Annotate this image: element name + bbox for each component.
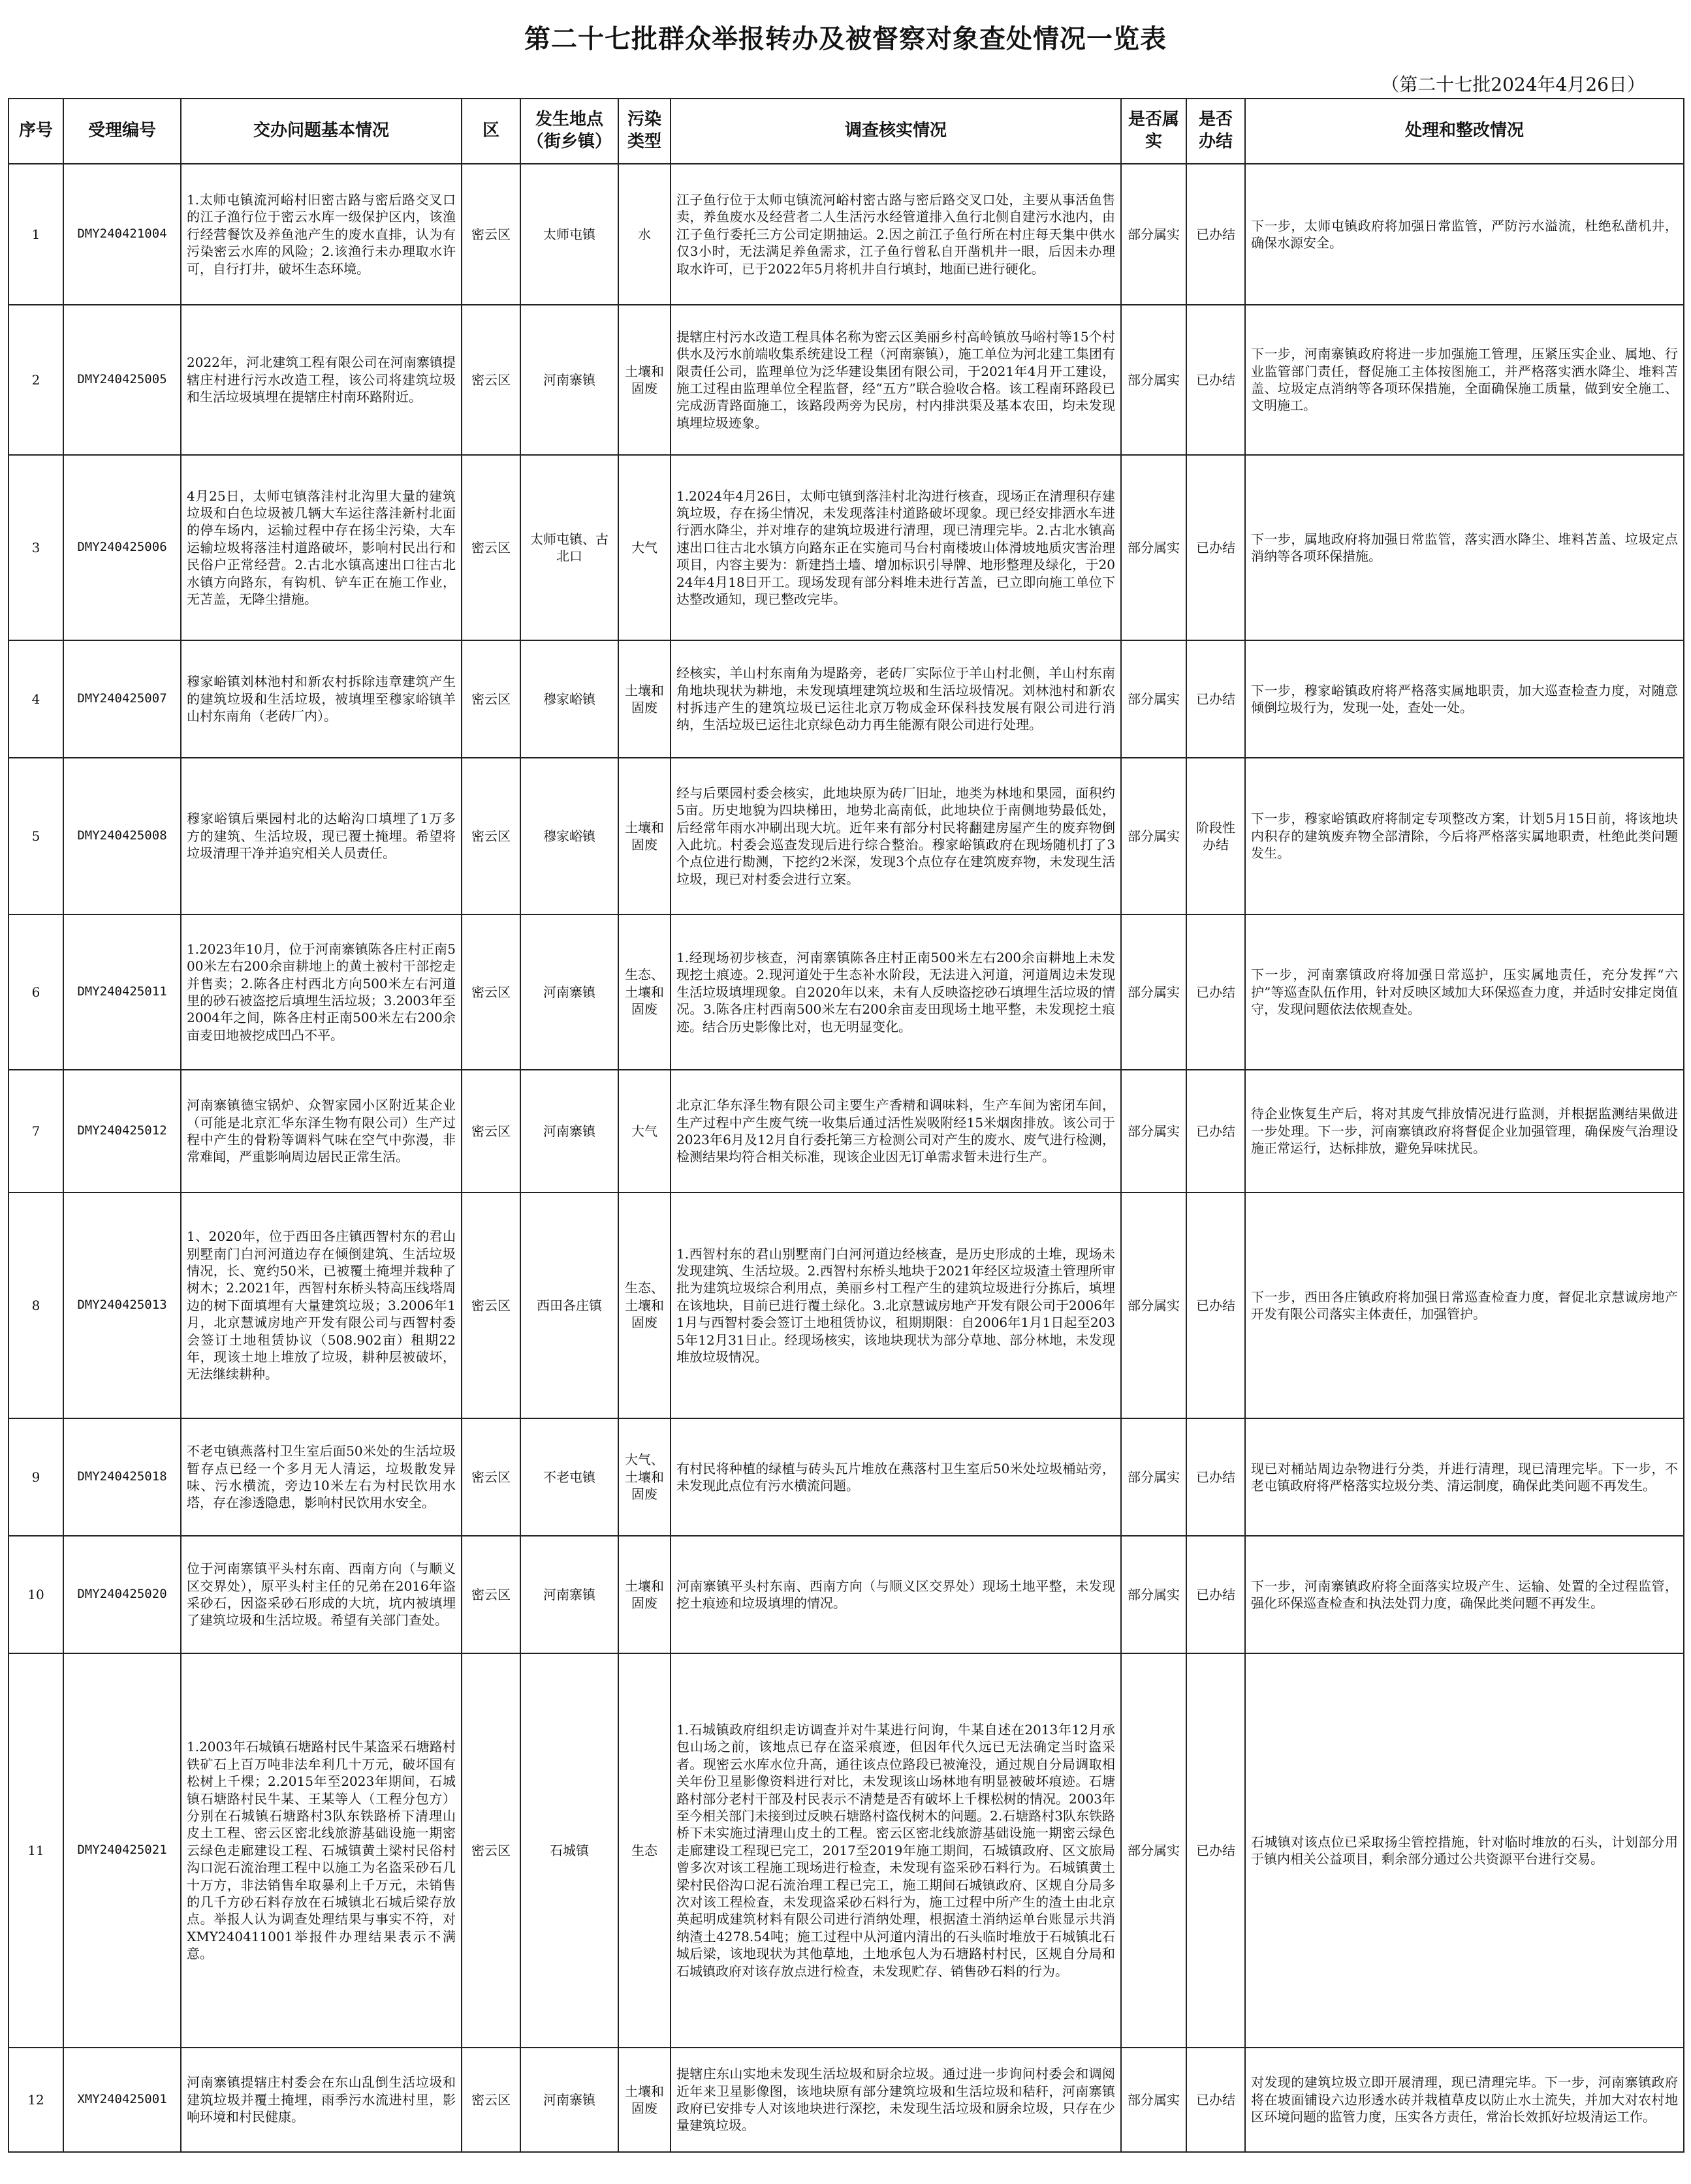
table-row bbox=[8, 1536, 1684, 1653]
cell-id: DMY240425012 bbox=[63, 1070, 181, 1193]
cell-district: 密云区 bbox=[462, 305, 520, 455]
cell-completed: 已办结 bbox=[1186, 914, 1245, 1070]
cell-problem: 1、2020年，位于西田各庄镇西智村东的君山别墅南门白河河道边存在倾倒建筑、生活垃圾情况，长、宽约50米，已被覆土掩埋并栽种了树木；2.2021年，西智村东桥头特高压线塔周边的树下面填埋有大量建筑垃圾；3.2006年1月，北京慧诚房地产开发有限公司与西智村委会签订土地租赁协议（508.902亩）租期22年，现该土地上堆放了垃圾，耕种层被破坏，无法继续耕种。 bbox=[181, 1193, 462, 1418]
header-completed: 是否办结 bbox=[1186, 99, 1245, 164]
table-row bbox=[8, 1070, 1684, 1193]
table-header bbox=[8, 99, 1684, 164]
cell-problem: 不老屯镇燕落村卫生室后面50米处的生活垃圾暂存点已经一个多月无人清运，垃圾散发异味、污水横流，旁边10米左右为村民饮用水塔，存在渗透隐患，影响村民饮用水安全。 bbox=[181, 1418, 462, 1536]
cell-handling: 对发现的建筑垃圾立即开展清理，现已清理完毕。下一步，河南寨镇政府将在坡面铺设六边形透水砖并栽植草皮以防止水土流失，并加大对农村地区环境问题的监管力度，压实各方责任，常治长效抓好垃圾清运工作。 bbox=[1245, 2048, 1684, 2152]
cell-completed: 已办结 bbox=[1186, 164, 1245, 305]
cell-verified: 部分属实 bbox=[1121, 455, 1186, 640]
table-row bbox=[8, 640, 1684, 758]
cell-id: DMY240425011 bbox=[63, 914, 181, 1070]
header-pollution: 污染类型 bbox=[618, 99, 671, 164]
cell-investigation: 提辖庄东山实地未发现生活垃圾和厨余垃圾。通过进一步询问村委会和调阅近年来卫星影像图，该地块原有部分建筑垃圾和生活垃圾和秸秆，河南寨镇政府已安排专人对该地块进行深挖，未发现生活垃圾和厨余垃圾，只存在少量建筑垃圾。 bbox=[671, 2048, 1121, 2152]
cell-handling: 下一步，西田各庄镇政府将加强日常巡查检查力度，督促北京慧诚房地产开发有限公司落实主体责任，加强管护。 bbox=[1245, 1193, 1684, 1418]
cell-investigation: 北京汇华东泽生物有限公司主要生产香精和调味料，生产车间为密闭车间，生产过程中产生废气统一收集后通过活性炭吸附经15米烟囱排放。该公司于2023年6月及12月自行委托第三方检测公司对产生的废水、废气进行检测，检测结果均符合相关标准，现该企业因无订单需求暂未进行生产。 bbox=[671, 1070, 1121, 1193]
cell-verified: 部分属实 bbox=[1121, 640, 1186, 758]
cell-completed: 已办结 bbox=[1186, 1418, 1245, 1536]
cell-no: 2 bbox=[8, 305, 63, 455]
cell-id: DMY240425006 bbox=[63, 455, 181, 640]
header-problem: 交办问题基本情况 bbox=[181, 99, 462, 164]
header-no: 序号 bbox=[8, 99, 63, 164]
cell-pollution: 土壤和固废 bbox=[618, 640, 671, 758]
cell-no: 12 bbox=[8, 2048, 63, 2152]
cell-handling: 下一步，穆家峪镇政府将严格落实属地职责，加大巡查检查力度，对随意倾倒垃圾行为，发现一处，查处一处。 bbox=[1245, 640, 1684, 758]
cell-pollution: 土壤和固废 bbox=[618, 2048, 671, 2152]
cell-district: 密云区 bbox=[462, 640, 520, 758]
cell-district: 密云区 bbox=[462, 758, 520, 914]
cell-handling: 待企业恢复生产后，将对其废气排放情况进行监测，并根据监测结果做进一步处理。下一步，河南寨镇政府将督促企业加强管理，确保废气治理设施正常运行，达标排放，避免异味扰民。 bbox=[1245, 1070, 1684, 1193]
cell-no: 5 bbox=[8, 758, 63, 914]
cell-completed: 已办结 bbox=[1186, 640, 1245, 758]
cell-pollution: 生态、土壤和固废 bbox=[618, 1193, 671, 1418]
cell-problem: 2022年，河北建筑工程有限公司在河南寨镇提辖庄村进行污水改造工程，该公司将建筑垃圾和生活垃圾填埋在提辖庄村南环路附近。 bbox=[181, 305, 462, 455]
header-investigation: 调查核实情况 bbox=[671, 99, 1121, 164]
cell-district: 密云区 bbox=[462, 2048, 520, 2152]
cell-no: 3 bbox=[8, 455, 63, 640]
cell-completed: 已办结 bbox=[1186, 305, 1245, 455]
cell-location: 河南寨镇 bbox=[520, 1536, 618, 1653]
report-table bbox=[8, 98, 1684, 2153]
cell-id: DMY240425008 bbox=[63, 758, 181, 914]
cell-district: 密云区 bbox=[462, 455, 520, 640]
cell-completed: 已办结 bbox=[1186, 1536, 1245, 1653]
cell-pollution: 水 bbox=[618, 164, 671, 305]
table-row bbox=[8, 914, 1684, 1070]
cell-location: 不老屯镇 bbox=[520, 1418, 618, 1536]
cell-no: 4 bbox=[8, 640, 63, 758]
cell-completed: 已办结 bbox=[1186, 1653, 1245, 2048]
cell-verified: 部分属实 bbox=[1121, 1193, 1186, 1418]
cell-problem: 河南寨镇德宝锅炉、众智家园小区附近某企业（可能是北京汇华东泽生物有限公司）生产过程中产生的骨粉等调料气味在空气中弥漫，非常难闻，严重影响周边居民正常生活。 bbox=[181, 1070, 462, 1193]
table-row bbox=[8, 1418, 1684, 1536]
cell-pollution: 土壤和固废 bbox=[618, 305, 671, 455]
cell-verified: 部分属实 bbox=[1121, 305, 1186, 455]
cell-id: DMY240425021 bbox=[63, 1653, 181, 2048]
cell-district: 密云区 bbox=[462, 1536, 520, 1653]
header-id: 受理编号 bbox=[63, 99, 181, 164]
cell-no: 7 bbox=[8, 1070, 63, 1193]
cell-pollution: 生态 bbox=[618, 1653, 671, 2048]
cell-pollution: 大气 bbox=[618, 455, 671, 640]
cell-location: 河南寨镇 bbox=[520, 914, 618, 1070]
cell-location: 石城镇 bbox=[520, 1653, 618, 2048]
cell-handling: 下一步，太师屯镇政府将加强日常监管，严防污水溢流，杜绝私凿机井，确保水源安全。 bbox=[1245, 164, 1684, 305]
cell-no: 9 bbox=[8, 1418, 63, 1536]
cell-district: 密云区 bbox=[462, 164, 520, 305]
cell-investigation: 1.石城镇政府组织走访调查并对牛某进行问询，牛某自述在2013年12月承包山场之前，该地点已存在盗采痕迹，但因年代久远已无法确定当时盗采者。现密云水库水位升高，通往该点位路段已被淹没，通过规自分局调取相关年份卫星影像资料进行对比，未发现该山场林地有明显被破坏痕迹。石塘路村部分老村干部及村民表示不清楚是否有破坏上千棵松树的情况。2003年至今相关部门未接到过反映石塘路村盗伐树木的问题。2.石塘路村3队东铁路桥下未实施过清理山皮土的工程。密云区密北线旅游基础设施一期密云绿色走廊建设工程现已完工，2017至2019年施工期间，石城镇政府、区文旅局曾多次对该工程施工现场进行检查，未发现有盗采砂石料行为。石城镇黄土梁村民俗沟口泥石流治理工程已完工，施工期间石城镇政府、区规自分局多次对该工程检查，未发现盗采砂石料行为，施工过程中所产生的渣土由北京英起明成建筑材料有限公司进行消纳处理，根据渣土消纳运单台账显示共消纳渣土4278.54吨；施工过程中从河道内清出的石头临时堆放于石城镇北石城后梁，该地现状为其他草地，土地承包人为石塘路村村民，区规自分局和石城镇政府对该存放点进行检查，未发现贮存、销售砂石料的行为。 bbox=[671, 1653, 1121, 2048]
cell-district: 密云区 bbox=[462, 1070, 520, 1193]
cell-investigation: 1.西智村东的君山别墅南门白河河道边经核查，是历史形成的土堆，现场未发现建筑、生活垃圾。2.西智村东桥头地块于2021年经区垃圾渣土管理所审批为建筑垃圾综合利用点，美丽乡村工程产生的建筑垃圾进行分拣后，填埋在该地块，目前已进行覆土绿化。3.北京慧诚房地产开发有限公司于2006年1月与西智村委会签订土地租赁协议，租期期限：自2006年1月1日起至2035年12月31日止。经现场核实，该地块现状为部分草地、部分林地，未发现堆放垃圾情况。 bbox=[671, 1193, 1121, 1418]
page-title: 第二十七批群众举报转办及被督察对象查处情况一览表 bbox=[524, 23, 1167, 54]
cell-location: 西田各庄镇 bbox=[520, 1193, 618, 1418]
cell-completed: 阶段性办结 bbox=[1186, 758, 1245, 914]
cell-location: 河南寨镇 bbox=[520, 2048, 618, 2152]
cell-problem: 1.2003年石城镇石塘路村民牛某盗采石塘路村铁矿石上百万吨非法牟利几十万元，破坏国有松树上千棵；2.2015年至2023年期间，石城镇石塘路村民牛某、王某等人（工程分包方）分别在石城镇石塘路村3队东铁路桥下清理山皮土工程、密云区密北线旅游基础设施一期密云绿色走廊建设工程、石城镇黄土梁村民俗村沟口泥石流治理工程中以施工为名盗采砂石几十万方，非法销售牟取暴利上千万元，未销售的几千方砂石料存放在石城镇北石城后梁存放点。举报人认为调查处理结果与事实不符，对XMY240411001举报件办理结果表示不满意。 bbox=[181, 1653, 462, 2048]
cell-verified: 部分属实 bbox=[1121, 1536, 1186, 1653]
cell-id: DMY240425020 bbox=[63, 1536, 181, 1653]
cell-pollution: 生态、土壤和固废 bbox=[618, 914, 671, 1070]
cell-investigation: 1.经现场初步核查，河南寨镇陈各庄村正南500米左右200余亩耕地上未发现挖土痕迹。2.现河道处于生态补水阶段，无法进入河道，河道周边未发现生活垃圾填埋现象。自2020年以来，未有人反映盗挖砂石填埋生活垃圾的情况。3.陈各庄村西南500米左右200余亩麦田现场土地平整，未发现挖土痕迹。结合历史影像比对，也无明显变化。 bbox=[671, 914, 1121, 1070]
cell-investigation: 提辖庄村污水改造工程具体名称为密云区美丽乡村高岭镇放马峪村等15个村供水及污水前端收集系统建设工程（河南寨镇），施工单位为河北建工集团有限责任公司，监理单位为泛华建设集团有限公司，于2021年4月开工建设，施工过程由监理单位全程监督，经“五方”联合验收合格。该工程南环路段已完成沥青路面施工，该路段两旁为民房，村内排洪渠及基本农田，均未发现填埋垃圾迹象。 bbox=[671, 305, 1121, 455]
cell-location: 穆家峪镇 bbox=[520, 758, 618, 914]
cell-no: 8 bbox=[8, 1193, 63, 1418]
cell-district: 密云区 bbox=[462, 1193, 520, 1418]
cell-verified: 部分属实 bbox=[1121, 758, 1186, 914]
cell-no: 6 bbox=[8, 914, 63, 1070]
table-row bbox=[8, 455, 1684, 640]
cell-pollution: 大气、土壤和固废 bbox=[618, 1418, 671, 1536]
cell-location: 穆家峪镇 bbox=[520, 640, 618, 758]
cell-handling: 下一步，河南寨镇政府将进一步加强施工管理，压紧压实企业、属地、行业监管部门责任，督促施工主体按图施工，并严格落实洒水降尘、堆料苫盖、垃圾定点消纳等各项环保措施，全面确保施工质量，做到安全施工、文明施工。 bbox=[1245, 305, 1684, 455]
table-row bbox=[8, 1653, 1684, 2048]
header-verified: 是否属实 bbox=[1121, 99, 1186, 164]
header-handling: 处理和整改情况 bbox=[1245, 99, 1684, 164]
cell-id: DMY240421004 bbox=[63, 164, 181, 305]
cell-verified: 部分属实 bbox=[1121, 1418, 1186, 1536]
cell-investigation: 河南寨镇平头村东南、西南方向（与顺义区交界处）现场土地平整，未发现挖土痕迹和垃圾填埋的情况。 bbox=[671, 1536, 1121, 1653]
cell-id: DMY240425005 bbox=[63, 305, 181, 455]
cell-investigation: 经与后栗园村委会核实，此地块原为砖厂旧址，地类为林地和果园，面积约5亩。历史地貌为四块梯田，地势北高南低，此地块位于南侧地势最低处，后经常年雨水冲刷出现大坑。近年来有部分村民将翻建房屋产生的废弃物倒入此坑。村委会巡查发现后进行综合整治。穆家峪镇政府在现场随机打了3个点位进行勘测，下挖约2米深，发现3个点位存在建筑废弃物，未发现生活垃圾，现已对村委会进行立案。 bbox=[671, 758, 1121, 914]
cell-investigation: 1.2024年4月26日，太师屯镇到落洼村北沟进行核查，现场正在清理积存建筑垃圾，存在扬尘情况，未发现落洼村道路破坏现象。现已经安排洒水车进行洒水降尘，并对堆存的建筑垃圾进行清理，现已清理完毕。2.古北水镇高速出口往古北水镇方向路东正在实施司马台村南楼坡山体滑坡地质灾害治理项目，内容主要为：新建挡土墙、增加标识引导牌、地形整理及绿化，于2024年4月18日开工。现场发现有部分料堆未进行苫盖，已立即向施工单位下达整改通知，现已整改完毕。 bbox=[671, 455, 1121, 640]
header-location: 发生地点（街乡镇） bbox=[520, 99, 618, 164]
cell-district: 密云区 bbox=[462, 1653, 520, 2048]
cell-verified: 部分属实 bbox=[1121, 164, 1186, 305]
cell-problem: 位于河南寨镇平头村东南、西南方向（与顺义区交界处），原平头村主任的兄弟在2016年盗采砂石，因盗采砂石形成的大坑，坑内被填埋了建筑垃圾和生活垃圾。希望有关部门查处。 bbox=[181, 1536, 462, 1653]
cell-verified: 部分属实 bbox=[1121, 1653, 1186, 2048]
cell-pollution: 土壤和固废 bbox=[618, 758, 671, 914]
cell-handling: 石城镇对该点位已采取扬尘管控措施，针对临时堆放的石头，计划部分用于镇内相关公益项目，剩余部分通过公共资源平台进行交易。 bbox=[1245, 1653, 1684, 2048]
table-row bbox=[8, 305, 1684, 455]
cell-location: 太师屯镇 bbox=[520, 164, 618, 305]
cell-id: DMY240425018 bbox=[63, 1418, 181, 1536]
cell-investigation: 江子鱼行位于太师屯镇流河峪村密古路与密后路交叉口处，主要从事活鱼售卖，养鱼废水及经营者二人生活污水经管道排入鱼行北侧自建污水池内，由江子鱼行委托三方公司定期抽运。2.因之前江子鱼行所在村庄每天集中供水仅3小时，无法满足养鱼需求，江子鱼行曾私自开凿机井一眼，后因未办理取水许可，已于2022年5月将机井自行填封，地面已进行硬化。 bbox=[671, 164, 1121, 305]
cell-location: 太师屯镇、古北口 bbox=[520, 455, 618, 640]
cell-id: XMY240425001 bbox=[63, 2048, 181, 2152]
cell-completed: 已办结 bbox=[1186, 2048, 1245, 2152]
cell-location: 河南寨镇 bbox=[520, 1070, 618, 1193]
table-row bbox=[8, 1193, 1684, 1418]
table-body bbox=[8, 164, 1684, 2152]
cell-completed: 已办结 bbox=[1186, 1193, 1245, 1418]
batch-date-note: （第二十七批2024年4月26日） bbox=[1381, 74, 1645, 95]
cell-handling: 下一步，河南寨镇政府将全面落实垃圾产生、运输、处置的全过程监管，强化环保巡查检查和执法处罚力度，确保此类问题不再发生。 bbox=[1245, 1536, 1684, 1653]
cell-id: DMY240425013 bbox=[63, 1193, 181, 1418]
cell-completed: 已办结 bbox=[1186, 1070, 1245, 1193]
cell-problem: 1.太师屯镇流河峪村旧密古路与密后路交叉口的江子渔行位于密云水库一级保护区内，该渔行经营餐饮及养鱼池产生的废水直排，认为有污染密云水库的风险；2.该渔行未办理取水许可，自行打井，破坏生态环境。 bbox=[181, 164, 462, 305]
cell-problem: 河南寨镇提辖庄村委会在东山乱倒生活垃圾和建筑垃圾并覆土掩埋，雨季污水流进村里，影响环境和村民健康。 bbox=[181, 2048, 462, 2152]
cell-handling: 现已对桶站周边杂物进行分类，并进行清理，现已清理完毕。下一步，不老屯镇政府将严格落实垃圾分类、清运制度，确保此类问题不再发生。 bbox=[1245, 1418, 1684, 1536]
cell-district: 密云区 bbox=[462, 1418, 520, 1536]
cell-problem: 穆家峪镇刘林池村和新农村拆除违章建筑产生的建筑垃圾和生活垃圾，被填埋至穆家峪镇羊山村东南角（老砖厂内）。 bbox=[181, 640, 462, 758]
cell-problem: 4月25日，太师屯镇落洼村北沟里大量的建筑垃圾和白色垃圾被几辆大车运往落洼新村北面的停车场内，运输过程中存在扬尘污染，大车运输垃圾将落洼村道路破坏，影响村民出行和民俗户正常经营。2.古北水镇高速出口往古北水镇方向路东，有钩机、铲车正在施工作业，无苫盖，无降尘措施。 bbox=[181, 455, 462, 640]
table-row bbox=[8, 758, 1684, 914]
cell-pollution: 土壤和固废 bbox=[618, 1536, 671, 1653]
header-district: 区 bbox=[462, 99, 520, 164]
cell-problem: 1.2023年10月，位于河南寨镇陈各庄村正南500米左右200余亩耕地上的黄土被村干部挖走并售卖；2.陈各庄村西北方向500米左右河道里的砂石被盗挖后填埋生活垃圾；3.2003年至2004年之间，陈各庄村正南500米左右200余亩麦田地被挖成凹凸不平。 bbox=[181, 914, 462, 1070]
cell-id: DMY240425007 bbox=[63, 640, 181, 758]
cell-handling: 下一步，穆家峪镇政府将制定专项整改方案，计划5月15日前，将该地块内积存的建筑废弃物全部清除，今后将严格落实属地职责，杜绝此类问题发生。 bbox=[1245, 758, 1684, 914]
cell-no: 11 bbox=[8, 1653, 63, 2048]
cell-investigation: 经核实，羊山村东南角为堤路旁，老砖厂实际位于羊山村北侧，羊山村东南角地块现状为耕地，未发现填埋建筑垃圾和生活垃圾情况。刘林池村和新农村拆违产生的建筑垃圾已运往北京万物成金环保科技发展有限公司进行消纳，生活垃圾已运往北京绿色动力再生能源有限公司进行处理。 bbox=[671, 640, 1121, 758]
cell-verified: 部分属实 bbox=[1121, 2048, 1186, 2152]
cell-district: 密云区 bbox=[462, 914, 520, 1070]
cell-verified: 部分属实 bbox=[1121, 914, 1186, 1070]
cell-investigation: 有村民将种植的绿植与砖头瓦片堆放在燕落村卫生室后50米处垃圾桶站旁，未发现此点位有污水横流问题。 bbox=[671, 1418, 1121, 1536]
cell-pollution: 大气 bbox=[618, 1070, 671, 1193]
cell-problem: 穆家峪镇后栗园村北的达峪沟口填埋了1万多方的建筑、生活垃圾，现已覆土掩埋。希望将垃圾清理干净并追究相关人员责任。 bbox=[181, 758, 462, 914]
cell-handling: 下一步，属地政府将加强日常监管，落实洒水降尘、堆料苫盖、垃圾定点消纳等各项环保措施。 bbox=[1245, 455, 1684, 640]
table-row bbox=[8, 2048, 1684, 2152]
cell-no: 10 bbox=[8, 1536, 63, 1653]
cell-completed: 已办结 bbox=[1186, 455, 1245, 640]
cell-handling: 下一步，河南寨镇政府将加强日常巡护，压实属地责任，充分发挥“六护”等巡查队伍作用，针对反映区域加大环保巡查力度，并适时安排定岗值守，发现问题依法依规查处。 bbox=[1245, 914, 1684, 1070]
cell-verified: 部分属实 bbox=[1121, 1070, 1186, 1193]
table-row bbox=[8, 164, 1684, 305]
cell-location: 河南寨镇 bbox=[520, 305, 618, 455]
cell-no: 1 bbox=[8, 164, 63, 305]
